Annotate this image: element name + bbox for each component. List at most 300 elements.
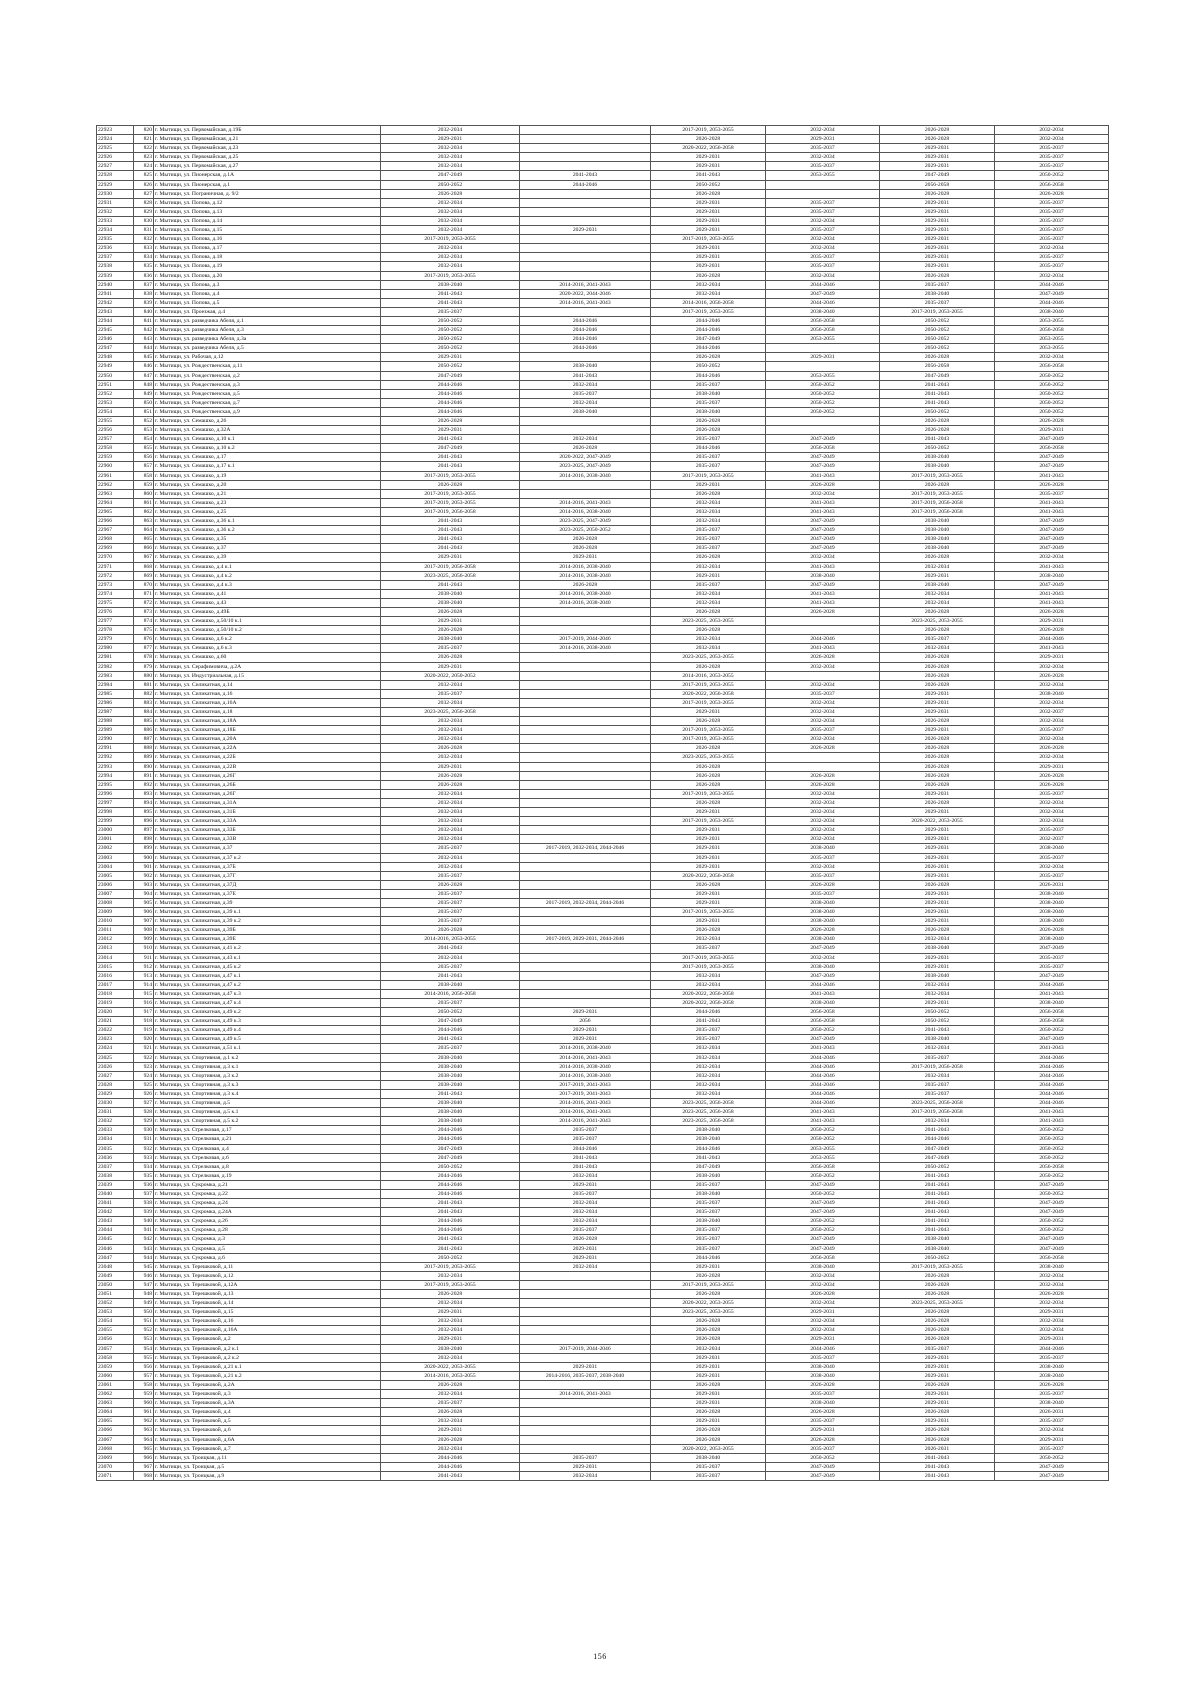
cell-period-5: 2029-2031 [880, 953, 995, 962]
address-street: Семашко, д.10 к.1 [191, 436, 235, 443]
table-row [97, 580, 1109, 589]
row-address [154, 335, 381, 344]
cell-period-1: 2026-2028 [381, 926, 520, 935]
cell-period-3: 2017-2019, 2053-2055 [651, 817, 766, 826]
table-row [97, 1399, 1109, 1408]
cell-period-5: 2026-2028 [880, 1408, 995, 1417]
table-row [97, 1371, 1109, 1380]
cell-period-1: 2032-2034 [381, 253, 520, 262]
cell-period-5: 2026-2028 [880, 1271, 995, 1280]
address-prefix: г. Мытищи, ул. [155, 372, 192, 379]
table-row [97, 1299, 1109, 1308]
cell-period-6: 2047-2049 [995, 580, 1109, 589]
cell-period-2: 2014-2016, 2038-2040 [520, 562, 651, 571]
cell-period-3: 2038-2040 [651, 1171, 766, 1180]
cell-period-2 [520, 1353, 651, 1362]
cell-period-6: 2029-2031 [995, 1435, 1109, 1444]
cell-period-6: 2047-2049 [995, 462, 1109, 471]
cell-period-1: 2032-2034 [381, 216, 520, 225]
address-street: Рождественская, д.9 [191, 408, 240, 415]
cell-period-2: 2014-2016, 2041-2043 [520, 498, 651, 507]
row-number: 950 [134, 1308, 154, 1317]
table-row [97, 644, 1109, 653]
row-number: 846 [134, 362, 154, 371]
cell-period-4: 2032-2034 [766, 808, 880, 817]
row-registry-id: 23033 [97, 1126, 134, 1135]
row-number: 925 [134, 1080, 154, 1089]
cell-period-2 [520, 271, 651, 280]
cell-period-4: 2032-2034 [766, 717, 880, 726]
cell-period-2: 2020-2022, 2044-2046 [520, 289, 651, 298]
table-row [97, 1071, 1109, 1080]
table-row [97, 617, 1109, 626]
row-number: 892 [134, 780, 154, 789]
address-prefix: г. Мытищи, ул. [155, 445, 192, 452]
cell-period-5: 2029-2031 [880, 908, 995, 917]
address-prefix: г. Мытищи, ул. [155, 299, 192, 306]
cell-period-3: 2029-2031 [651, 253, 766, 262]
cell-period-4: 2026-2028 [766, 744, 880, 753]
table-row [97, 1417, 1109, 1426]
cell-period-5: 2026-2028 [880, 426, 995, 435]
cell-period-6: 2032-2037 [995, 708, 1109, 717]
cell-period-6: 2032-2034 [995, 662, 1109, 671]
table-row [97, 1453, 1109, 1462]
cell-period-3: 2014-2016, 2053-2055 [651, 671, 766, 680]
cell-period-6: 2032-2034 [995, 1426, 1109, 1435]
row-number: 918 [134, 1017, 154, 1026]
cell-period-5: 2029-2031 [880, 162, 995, 171]
row-address [154, 1335, 381, 1344]
address-street: Терешковой, д.21 к.2 [191, 1372, 242, 1379]
cell-period-5: 2038-2040 [880, 526, 995, 535]
row-number: 827 [134, 189, 154, 198]
cell-period-4 [766, 626, 880, 635]
table-row [97, 162, 1109, 171]
cell-period-4 [766, 189, 880, 198]
cell-period-1: 2026-2028 [381, 1290, 520, 1299]
table-row [97, 426, 1109, 435]
table-row [97, 389, 1109, 398]
cell-period-6: 2038-2040 [995, 689, 1109, 698]
table-row [97, 216, 1109, 225]
row-registry-id: 23060 [97, 1371, 134, 1380]
cell-period-3: 2017-2019, 2053-2055 [651, 471, 766, 480]
cell-period-5: 2041-2043 [880, 1471, 995, 1480]
row-address [154, 216, 381, 225]
cell-period-1: 2041-2043 [381, 544, 520, 553]
cell-period-5: 2038-2040 [880, 580, 995, 589]
cell-period-1: 2029-2031 [381, 762, 520, 771]
row-address [154, 380, 381, 389]
cell-period-5: 2026-2028 [880, 653, 995, 662]
cell-period-2 [520, 980, 651, 989]
row-registry-id: 23019 [97, 999, 134, 1008]
cell-period-6: 2032-2034 [995, 353, 1109, 362]
cell-period-2: 2032-2034 [520, 1471, 651, 1480]
row-registry-id: 22966 [97, 517, 134, 526]
cell-period-2 [520, 207, 651, 216]
cell-period-4: 2026-2028 [766, 480, 880, 489]
address-street: Спортивная, д.3 к.2 [191, 1072, 239, 1079]
row-address [154, 626, 381, 635]
cell-period-2 [520, 871, 651, 880]
cell-period-3: 2044-2046 [651, 1008, 766, 1017]
cell-period-1: 2032-2034 [381, 153, 520, 162]
cell-period-2 [520, 626, 651, 635]
address-street: Спортивная, д.3 к.4 [191, 1090, 239, 1097]
cell-period-5: 2038-2040 [880, 517, 995, 526]
table-row [97, 471, 1109, 480]
cell-period-3: 2038-2040 [651, 1135, 766, 1144]
address-prefix: г. Мытищи, ул. [155, 317, 192, 324]
row-registry-id: 23008 [97, 898, 134, 907]
address-prefix: г. Мытищи, ул. [155, 1072, 192, 1079]
cell-period-5: 2038-2040 [880, 453, 995, 462]
cell-period-6: 2035-2037 [995, 1353, 1109, 1362]
address-street: Рождественская, д.2 [191, 372, 240, 379]
cell-period-4: 2056-2058 [766, 326, 880, 335]
address-street: разведчика Абеля, д.3а [191, 336, 247, 343]
cell-period-3: 2044-2046 [651, 1144, 766, 1153]
cell-period-2 [520, 1317, 651, 1326]
address-street: Силикатная, д.37Е [191, 890, 236, 897]
address-street: Семашко, д.50/10 к.1 [191, 618, 242, 625]
cell-period-1: 2038-2040 [381, 980, 520, 989]
cell-period-2 [520, 607, 651, 616]
row-registry-id: 22944 [97, 316, 134, 325]
cell-period-1: 2032-2034 [381, 726, 520, 735]
cell-period-1: 2023-2025, 2056-2058 [381, 708, 520, 717]
cell-period-6: 2050-2052 [995, 380, 1109, 389]
row-number: 957 [134, 1371, 154, 1380]
address-prefix: г. Мытищи, ул. [155, 1163, 192, 1170]
cell-period-2 [520, 953, 651, 962]
table-row [97, 180, 1109, 189]
row-address [154, 271, 381, 280]
table-row [97, 144, 1109, 153]
cell-period-4: 2032-2034 [766, 1299, 880, 1308]
address-street: Попова, д.16 [191, 236, 223, 243]
cell-period-6: 2047-2049 [995, 1199, 1109, 1208]
row-number: 960 [134, 1399, 154, 1408]
cell-period-2 [520, 307, 651, 316]
cell-period-3: 2026-2028 [651, 771, 766, 780]
row-number: 882 [134, 689, 154, 698]
cell-period-1: 2038-2040 [381, 1108, 520, 1117]
cell-period-5: 2029-2031 [880, 198, 995, 207]
cell-period-5: 2026-2028 [880, 744, 995, 753]
cell-period-4: 2044-2046 [766, 980, 880, 989]
cell-period-2 [520, 862, 651, 871]
row-registry-id: 22952 [97, 389, 134, 398]
row-address [154, 535, 381, 544]
cell-period-6: 2026-2028 [995, 771, 1109, 780]
row-address [154, 489, 381, 498]
housing-repair-schedule-table [96, 125, 1109, 1481]
cell-period-1: 2017-2019, 2053-2055 [381, 498, 520, 507]
register-sheet [96, 125, 1108, 1481]
cell-period-5: 2050-2052 [880, 326, 995, 335]
row-registry-id: 23003 [97, 853, 134, 862]
address-street: разведчика Абеля, д.1 [191, 317, 244, 324]
cell-period-5: 2029-2031 [880, 708, 995, 717]
cell-period-6: 2032-2034 [995, 126, 1109, 135]
address-street: Терешковой, д.11 [191, 1263, 234, 1270]
cell-period-1: 2032-2034 [381, 262, 520, 271]
row-address [154, 389, 381, 398]
table-row [97, 280, 1109, 289]
cell-period-3: 2041-2043 [651, 1017, 766, 1026]
cell-period-2: 2056 [520, 1017, 651, 1026]
cell-period-4: 2038-2040 [766, 571, 880, 580]
cell-period-4: 2035-2037 [766, 1417, 880, 1426]
cell-period-2 [520, 780, 651, 789]
cell-period-3: 2017-2019, 2053-2055 [651, 735, 766, 744]
cell-period-4: 2047-2049 [766, 517, 880, 526]
cell-period-3: 2029-2031 [651, 153, 766, 162]
cell-period-5: 2056-2058 [880, 180, 995, 189]
cell-period-4: 2056-2058 [766, 1162, 880, 1171]
cell-period-4: 2047-2049 [766, 544, 880, 553]
address-prefix: г. Мытищи, ул. [155, 954, 192, 961]
table-row [97, 1390, 1109, 1399]
address-prefix: г. Мытищи, ул. [155, 336, 192, 343]
cell-period-3: 2038-2040 [651, 1126, 766, 1135]
cell-period-2: 2014-2016, 2041-2043 [520, 1108, 651, 1117]
address-street: Силикатная, д.45 к.2 [191, 963, 241, 970]
cell-period-3: 2035-2037 [651, 1208, 766, 1217]
cell-period-2: 2014-2016, 2041-2043 [520, 1053, 651, 1062]
row-address [154, 798, 381, 807]
address-prefix: г. Мытищи, ул. [155, 1281, 192, 1288]
row-registry-id: 23020 [97, 1008, 134, 1017]
row-registry-id: 22963 [97, 489, 134, 498]
address-street: Силикатная, д.39 к.2 [191, 918, 241, 925]
address-street: разведчика Абеля, д.5 [191, 345, 244, 352]
cell-period-5: 2041-2043 [880, 1180, 995, 1189]
row-registry-id: 23070 [97, 1462, 134, 1471]
cell-period-2 [520, 1326, 651, 1335]
cell-period-5: 2041-2043 [880, 380, 995, 389]
table-row [97, 1026, 1109, 1035]
row-number: 965 [134, 1444, 154, 1453]
cell-period-6: 2041-2043 [995, 471, 1109, 480]
cell-period-1: 2032-2034 [381, 853, 520, 862]
cell-period-1: 2038-2040 [381, 1117, 520, 1126]
cell-period-5: 2029-2031 [880, 253, 995, 262]
address-prefix: г. Мытищи, ул. [155, 1054, 192, 1061]
cell-period-2 [520, 798, 651, 807]
cell-period-3: 2017-2019, 2053-2055 [651, 307, 766, 316]
address-prefix: г. Мытищи, ул. [155, 599, 192, 606]
table-row [97, 871, 1109, 880]
cell-period-3: 2020-2022, 2056-2058 [651, 871, 766, 880]
cell-period-5: 2026-2028 [880, 780, 995, 789]
cell-period-6: 2026-2028 [995, 607, 1109, 616]
cell-period-5: 2026-2028 [880, 1280, 995, 1289]
row-registry-id: 23068 [97, 1444, 134, 1453]
cell-period-5: 2026-2028 [880, 1380, 995, 1389]
address-prefix: г. Мытищи, ул. [155, 1090, 192, 1097]
table-row [97, 989, 1109, 998]
cell-period-2: 2014-2016, 2041-2043 [520, 1099, 651, 1108]
cell-period-5: 2035-2037 [880, 635, 995, 644]
row-number: 954 [134, 1344, 154, 1353]
row-registry-id: 23045 [97, 1235, 134, 1244]
row-registry-id: 22970 [97, 553, 134, 562]
row-address [154, 1071, 381, 1080]
address-prefix: г. Мытищи, ул. [155, 554, 192, 561]
address-street: Силикатная, д.37 [191, 845, 233, 852]
row-registry-id: 22924 [97, 135, 134, 144]
table-row [97, 798, 1109, 807]
cell-period-5: 2026-2028 [880, 126, 995, 135]
table-row [97, 453, 1109, 462]
cell-period-6: 2056-2058 [995, 1017, 1109, 1026]
row-registry-id: 22925 [97, 144, 134, 153]
cell-period-6: 2032-2034 [995, 680, 1109, 689]
cell-period-4: 2044-2046 [766, 280, 880, 289]
cell-period-2 [520, 889, 651, 898]
table-row [97, 853, 1109, 862]
cell-period-6: 2044-2046 [995, 280, 1109, 289]
cell-period-4: 2053-2055 [766, 371, 880, 380]
address-prefix: г. Мытищи, ул. [155, 481, 192, 488]
cell-period-4: 2050-2052 [766, 1189, 880, 1198]
cell-period-2: 2029-2031 [520, 1253, 651, 1262]
cell-period-3: 2029-2031 [651, 708, 766, 717]
cell-period-3: 2044-2046 [651, 1253, 766, 1262]
cell-period-3: 2050-2052 [651, 362, 766, 371]
address-prefix: г. Мытищи, ул. [155, 936, 192, 943]
cell-period-1: 2026-2028 [381, 1380, 520, 1389]
address-prefix: г. Мытищи, ул. [155, 536, 192, 543]
row-registry-id: 22962 [97, 480, 134, 489]
cell-period-3: 2026-2028 [651, 880, 766, 889]
cell-period-3: 2029-2031 [651, 853, 766, 862]
row-registry-id: 23021 [97, 1017, 134, 1026]
cell-period-1: 2035-2037 [381, 917, 520, 926]
row-number: 942 [134, 1235, 154, 1244]
table-row [97, 571, 1109, 580]
cell-period-3: 2026-2028 [651, 135, 766, 144]
cell-period-2 [520, 417, 651, 426]
row-address [154, 862, 381, 871]
cell-period-5: 2029-2031 [880, 789, 995, 798]
cell-period-4: 2041-2043 [766, 598, 880, 607]
cell-period-3: 2035-2037 [651, 1199, 766, 1208]
address-prefix: г. Мытищи, ул. [155, 854, 192, 861]
row-registry-id: 22929 [97, 180, 134, 189]
cell-period-5: 2026-2028 [880, 798, 995, 807]
cell-period-2: 2014-2016, 2035-2037, 2038-2040 [520, 1371, 651, 1380]
row-number: 932 [134, 1144, 154, 1153]
cell-period-1: 2017-2019, 2053-2055 [381, 1280, 520, 1289]
table-row [97, 1099, 1109, 1108]
cell-period-2: 2014-2016, 2038-2040 [520, 507, 651, 516]
row-address [154, 1080, 381, 1089]
row-number: 857 [134, 462, 154, 471]
address-street: Силикатная, д.37Б [191, 863, 236, 870]
address-street: Силикатная, д.39 [191, 899, 233, 906]
cell-period-6: 2032-2034 [995, 753, 1109, 762]
row-number: 923 [134, 1062, 154, 1071]
table-row [97, 1226, 1109, 1235]
table-row [97, 171, 1109, 180]
cell-period-2 [520, 662, 651, 671]
cell-period-1: 2041-2043 [381, 944, 520, 953]
table-row [97, 1426, 1109, 1435]
cell-period-6: 2056-2058 [995, 180, 1109, 189]
cell-period-3: 2032-2034 [651, 1071, 766, 1080]
cell-period-5: 2056-2058 [880, 362, 995, 371]
cell-period-3: 2023-2025, 2053-2055 [651, 617, 766, 626]
row-registry-id: 22930 [97, 189, 134, 198]
cell-period-4: 2056-2058 [766, 1017, 880, 1026]
row-number: 961 [134, 1408, 154, 1417]
cell-period-6: 2047-2049 [995, 1244, 1109, 1253]
cell-period-1: 2017-2019, 2053-2055 [381, 235, 520, 244]
row-address [154, 644, 381, 653]
row-number: 858 [134, 471, 154, 480]
row-address [154, 1089, 381, 1098]
row-address [154, 817, 381, 826]
row-number: 850 [134, 398, 154, 407]
cell-period-3: 2032-2034 [651, 644, 766, 653]
cell-period-4: 2035-2037 [766, 1444, 880, 1453]
address-prefix: г. Мытищи, ул. [155, 790, 192, 797]
table-row [97, 1235, 1109, 1244]
row-registry-id: 22972 [97, 571, 134, 580]
cell-period-3: 2035-2037 [651, 462, 766, 471]
cell-period-2: 2029-2031 [520, 1180, 651, 1189]
cell-period-4: 2056-2058 [766, 444, 880, 453]
row-number: 919 [134, 1026, 154, 1035]
cell-period-6: 2032-2037 [995, 835, 1109, 844]
address-prefix: г. Мытищи, ул. [155, 1327, 192, 1334]
address-street: Силикатная, д.26Г [191, 790, 236, 797]
cell-period-1: 2050-2052 [381, 1008, 520, 1017]
row-registry-id: 23014 [97, 953, 134, 962]
cell-period-6: 2047-2049 [995, 1471, 1109, 1480]
address-prefix: г. Мытищи, ул. [155, 227, 192, 234]
address-prefix: г. Мытищи, ул. [155, 718, 192, 725]
address-prefix: г. Мытищи, ул. [155, 918, 192, 925]
address-street: Спортивная, д.5 к.2 [191, 1118, 239, 1125]
row-number: 871 [134, 589, 154, 598]
cell-period-4: 2038-2040 [766, 844, 880, 853]
address-street: Силикатная, д.49 к.2 [191, 1009, 241, 1016]
table-row [97, 607, 1109, 616]
table-row [97, 1044, 1109, 1053]
cell-period-3: 2032-2034 [651, 1044, 766, 1053]
cell-period-6: 2041-2043 [995, 1108, 1109, 1117]
row-address [154, 1008, 381, 1017]
table-row [97, 689, 1109, 698]
cell-period-2: 2035-2037 [520, 1453, 651, 1462]
cell-period-5: 2050-2052 [880, 316, 995, 325]
address-street: Силикатная, д.37 к.2 [191, 854, 241, 861]
address-street: Индустриальная, д.15 [191, 672, 244, 679]
row-registry-id: 22947 [97, 344, 134, 353]
cell-period-2 [520, 1408, 651, 1417]
address-street: Сукромка, д.22 [191, 1190, 228, 1197]
table-row [97, 598, 1109, 607]
cell-period-1: 2050-2052 [381, 180, 520, 189]
cell-period-1: 2017-2019, 2053-2055 [381, 471, 520, 480]
row-address [154, 1326, 381, 1335]
